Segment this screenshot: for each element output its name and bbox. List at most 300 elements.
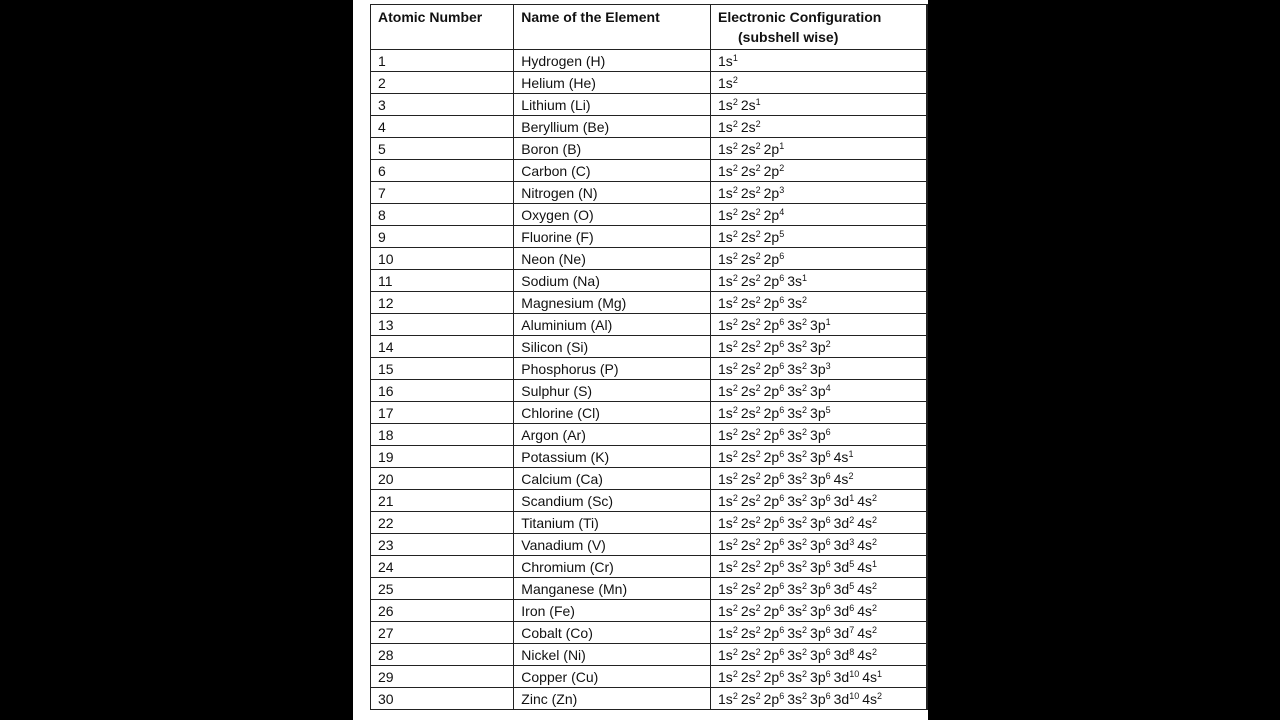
electron-count: 6: [779, 668, 785, 679]
subshell-term: [764, 625, 785, 641]
electron-count: 2: [755, 492, 761, 503]
subshell-label: 2s: [740, 316, 756, 333]
electron-count: 2: [755, 448, 761, 459]
electron-count: 3: [849, 536, 855, 547]
subshell-term: [764, 537, 785, 553]
subshell-term: [787, 405, 807, 421]
electron-count: 2: [732, 272, 738, 283]
electron-count: 1: [755, 96, 761, 107]
table-row: [371, 666, 928, 688]
table-row: [371, 622, 928, 644]
subshell-label: 2p: [763, 580, 780, 597]
electron-count: 10: [849, 690, 860, 701]
subshell-term: [741, 625, 761, 641]
electron-count: 1: [802, 272, 808, 283]
table-row: [371, 534, 928, 556]
subshell-term: [857, 537, 877, 553]
electron-count: 2: [802, 536, 808, 547]
subshell-label: 2p: [763, 272, 780, 289]
electron-count: 1: [877, 668, 883, 679]
subshell-term: [810, 603, 831, 619]
configuration-cell: [711, 644, 927, 666]
electron-count: 2: [849, 514, 855, 525]
atomic-number-cell: 11: [371, 270, 514, 292]
subshell-term: [764, 141, 785, 157]
electron-count: 6: [849, 602, 855, 613]
subshell-term: [741, 339, 761, 355]
electron-count: 2: [755, 118, 761, 129]
cut-off-cell: [926, 666, 927, 688]
element-name-cell: Sulphur (S): [514, 380, 711, 402]
electron-count: 6: [779, 492, 785, 503]
table-row: [371, 72, 928, 94]
subshell-term: [810, 515, 831, 531]
subshell-term: [764, 207, 785, 223]
subshell-term: [741, 427, 761, 443]
subshell-term: [787, 559, 807, 575]
element-name-cell: Oxygen (O): [514, 204, 711, 226]
subshell-term: [787, 581, 807, 597]
subshell-label: 3p: [810, 514, 826, 531]
subshell-term: [741, 229, 761, 245]
electron-count: 6: [779, 580, 785, 591]
electron-count: 6: [779, 316, 785, 327]
subshell-label: 2s: [740, 448, 756, 465]
subshell-label: 3p: [810, 382, 826, 399]
subshell-label: 2s: [740, 558, 756, 575]
subshell-term: [718, 273, 738, 289]
atomic-number-cell: 17: [371, 402, 514, 424]
subshell-label: 4s: [857, 646, 873, 663]
configuration-cell: [711, 622, 927, 644]
configuration-cell: [711, 490, 927, 512]
electron-count: 2: [802, 558, 808, 569]
cut-off-cell: [926, 292, 927, 314]
cut-off-cell: [926, 182, 927, 204]
subshell-label: 3s: [787, 602, 803, 619]
table-header-row: [371, 5, 928, 50]
electron-count: 6: [825, 536, 831, 547]
subshell-label: 4s: [833, 448, 849, 465]
electron-count: 6: [779, 360, 785, 371]
subshell-label: 2p: [763, 514, 780, 531]
subshell-term: [810, 405, 831, 421]
subshell-term: [764, 295, 785, 311]
electron-count: 2: [872, 580, 878, 591]
configuration-cell: [711, 94, 927, 116]
atomic-number-cell: 6: [371, 160, 514, 182]
electron-count: 5: [825, 404, 831, 415]
subshell-term: [810, 669, 831, 685]
table-row: [371, 446, 928, 468]
electron-count: 2: [848, 470, 854, 481]
subshell-label: 1s: [718, 404, 733, 421]
cut-off-cell: [926, 424, 927, 446]
subshell-term: [764, 229, 785, 245]
electron-count: 8: [849, 646, 855, 657]
subshell-term: [741, 581, 761, 597]
subshell-term: [718, 141, 738, 157]
subshell-label: 2s: [740, 338, 756, 355]
subshell-label: 3s: [787, 580, 803, 597]
subshell-label: 1s: [718, 492, 733, 509]
element-name-cell: Neon (Ne): [514, 248, 711, 270]
electron-count: 6: [779, 536, 785, 547]
electron-count: 2: [755, 272, 761, 283]
subshell-label: 2p: [763, 184, 780, 201]
atomic-number-cell: 1: [371, 50, 514, 72]
subshell-term: [764, 361, 785, 377]
electron-count: 2: [802, 690, 808, 701]
electron-count: 1: [849, 492, 855, 503]
subshell-label: 3s: [787, 668, 803, 685]
subshell-label: 2s: [740, 272, 756, 289]
electron-count: 2: [755, 602, 761, 613]
electron-count: 2: [732, 536, 738, 547]
subshell-term: [810, 361, 831, 377]
subshell-term: [810, 537, 831, 553]
element-name-cell: Fluorine (F): [514, 226, 711, 248]
subshell-term: [764, 185, 785, 201]
table-row: [371, 248, 928, 270]
subshell-label: 2s: [740, 602, 756, 619]
subshell-term: [834, 493, 855, 509]
atomic-number-cell: 21: [371, 490, 514, 512]
subshell-label: 1s: [718, 668, 733, 685]
subshell-term: [810, 471, 831, 487]
electron-count: 2: [802, 382, 808, 393]
subshell-label: 3s: [787, 492, 803, 509]
subshell-label: 2s: [740, 624, 756, 641]
electron-count: 2: [732, 250, 738, 261]
electron-count: 2: [755, 228, 761, 239]
element-name-cell: Magnesium (Mg): [514, 292, 711, 314]
subshell-term: [741, 207, 761, 223]
subshell-term: [764, 647, 785, 663]
atomic-number-cell: 26: [371, 600, 514, 622]
atomic-number-cell: 8: [371, 204, 514, 226]
electron-count: 2: [802, 668, 808, 679]
electron-count: 2: [732, 558, 738, 569]
subshell-term: [834, 581, 855, 597]
subshell-term: [857, 647, 877, 663]
subshell-term: [834, 669, 860, 685]
element-name-cell: Sodium (Na): [514, 270, 711, 292]
subshell-term: [718, 185, 738, 201]
electron-count: 6: [779, 470, 785, 481]
subshell-term: [857, 559, 877, 575]
subshell-term: [764, 251, 785, 267]
subshell-label: 3s: [787, 514, 803, 531]
subshell-label: 3s: [787, 536, 803, 553]
subshell-label: 1s: [718, 52, 733, 69]
element-name-cell: Chlorine (Cl): [514, 402, 711, 424]
subshell-term: [857, 625, 877, 641]
subshell-term: [787, 427, 807, 443]
cut-off-cell: [926, 688, 927, 710]
subshell-label: 2s: [740, 492, 756, 509]
cut-off-cell: [926, 160, 927, 182]
cut-off-cell: [926, 446, 927, 468]
header-config-line2: (subshell wise): [738, 29, 839, 45]
electron-count: 6: [825, 514, 831, 525]
atomic-number-cell: 28: [371, 644, 514, 666]
subshell-term: [718, 97, 738, 113]
subshell-label: 1s: [718, 184, 733, 201]
subshell-term: [787, 339, 807, 355]
electron-count: 6: [779, 294, 785, 305]
element-name-cell: Copper (Cu): [514, 666, 711, 688]
atomic-number-cell: 25: [371, 578, 514, 600]
electron-count: 2: [872, 646, 878, 657]
table-row: [371, 292, 928, 314]
atomic-number-cell: 15: [371, 358, 514, 380]
atomic-number-cell: 12: [371, 292, 514, 314]
electron-count: 6: [779, 426, 785, 437]
subshell-term: [764, 405, 785, 421]
configuration-cell: [711, 358, 927, 380]
subshell-term: [741, 383, 761, 399]
element-name-cell: Boron (B): [514, 138, 711, 160]
configuration-cell: [711, 380, 927, 402]
table-row: [371, 314, 928, 336]
atomic-number-cell: 27: [371, 622, 514, 644]
subshell-term: [741, 559, 761, 575]
atomic-number-cell: 22: [371, 512, 514, 534]
atomic-number-cell: 24: [371, 556, 514, 578]
subshell-label: 1s: [718, 558, 733, 575]
electron-count: 1: [848, 448, 854, 459]
electron-count: 2: [732, 404, 738, 415]
cut-off-cell: [926, 336, 927, 358]
electron-count: 5: [779, 228, 785, 239]
subshell-label: 3s: [787, 360, 803, 377]
electron-count: 1: [732, 52, 738, 63]
subshell-term: [787, 449, 807, 465]
subshell-term: [741, 295, 761, 311]
subshell-term: [718, 537, 738, 553]
subshell-label: 2p: [763, 360, 780, 377]
subshell-term: [741, 251, 761, 267]
subshell-term: [718, 53, 738, 69]
subshell-term: [741, 163, 761, 179]
subshell-label: 2s: [740, 580, 756, 597]
subshell-term: [741, 273, 761, 289]
subshell-term: [718, 75, 738, 91]
electron-count: 2: [802, 426, 808, 437]
subshell-label: 3d: [833, 646, 850, 663]
table-row: [371, 578, 928, 600]
subshell-term: [741, 603, 761, 619]
subshell-term: [741, 449, 761, 465]
cut-off-cell: [926, 622, 927, 644]
subshell-term: [787, 273, 807, 289]
configuration-cell: [711, 116, 927, 138]
element-name-cell: Aluminium (Al): [514, 314, 711, 336]
electron-count: 2: [802, 360, 808, 371]
electron-count: 2: [732, 470, 738, 481]
subshell-term: [741, 97, 761, 113]
subshell-label: 3p: [810, 338, 826, 355]
electron-count: 2: [802, 470, 808, 481]
atomic-number-cell: 18: [371, 424, 514, 446]
subshell-term: [787, 603, 807, 619]
table-row: [371, 402, 928, 424]
subshell-label: 2p: [763, 492, 780, 509]
cut-off-cell: [926, 512, 927, 534]
electron-count: 3: [825, 360, 831, 371]
subshell-label: 3d: [833, 492, 850, 509]
atomic-number-cell: 13: [371, 314, 514, 336]
subshell-label: 3s: [787, 382, 803, 399]
subshell-label: 4s: [862, 690, 878, 707]
subshell-label: 4s: [857, 492, 873, 509]
subshell-label: 2s: [740, 140, 756, 157]
subshell-term: [787, 625, 807, 641]
cut-off-cell: [926, 578, 927, 600]
subshell-term: [718, 119, 738, 135]
subshell-label: 3d: [833, 536, 850, 553]
electron-count: 2: [755, 162, 761, 173]
table-row: [371, 468, 928, 490]
subshell-label: 3s: [787, 646, 803, 663]
electron-count: 2: [732, 448, 738, 459]
subshell-label: 4s: [857, 624, 873, 641]
electron-count: 2: [755, 338, 761, 349]
subshell-label: 2p: [763, 624, 780, 641]
configuration-cell: [711, 688, 927, 710]
electron-count: 6: [779, 602, 785, 613]
subshell-term: [741, 647, 761, 663]
subshell-label: 2p: [763, 426, 780, 443]
element-name-cell: Zinc (Zn): [514, 688, 711, 710]
subshell-term: [834, 603, 855, 619]
header-electronic-configuration: [711, 5, 927, 50]
subshell-label: 2p: [763, 448, 780, 465]
subshell-term: [718, 581, 738, 597]
subshell-term: [764, 163, 785, 179]
subshell-label: 2s: [740, 668, 756, 685]
subshell-label: 3p: [810, 646, 826, 663]
electron-count: 2: [732, 206, 738, 217]
header-cut-off-column: [926, 5, 927, 50]
subshell-label: 1s: [718, 228, 733, 245]
subshell-label: 3s: [787, 426, 803, 443]
configuration-cell: [711, 402, 927, 424]
electron-count: 2: [825, 338, 831, 349]
subshell-label: 2s: [740, 690, 756, 707]
subshell-label: 2s: [740, 294, 756, 311]
electron-count: 1: [825, 316, 831, 327]
subshell-label: 3d: [833, 690, 850, 707]
cut-off-cell: [926, 50, 927, 72]
electron-count: 2: [732, 382, 738, 393]
subshell-term: [857, 493, 877, 509]
subshell-label: 4s: [857, 580, 873, 597]
subshell-label: 1s: [718, 74, 733, 91]
electron-count: 2: [732, 140, 738, 151]
table-row: [371, 226, 928, 248]
subshell-term: [787, 647, 807, 663]
element-name-cell: Calcium (Ca): [514, 468, 711, 490]
subshell-label: 2s: [740, 162, 756, 179]
cut-off-cell: [926, 270, 927, 292]
subshell-label: 1s: [718, 536, 733, 553]
electron-count: 2: [755, 514, 761, 525]
subshell-label: 3d: [833, 624, 850, 641]
subshell-term: [764, 427, 785, 443]
subshell-term: [718, 515, 738, 531]
subshell-term: [787, 361, 807, 377]
element-name-cell: Phosphorus (P): [514, 358, 711, 380]
table-row: [371, 424, 928, 446]
table-row: [371, 204, 928, 226]
subshell-term: [741, 537, 761, 553]
subshell-label: 1s: [718, 448, 733, 465]
subshell-term: [787, 493, 807, 509]
electron-count: 2: [732, 316, 738, 327]
table-row: [371, 182, 928, 204]
subshell-label: 3p: [810, 492, 826, 509]
configuration-cell: [711, 72, 927, 94]
electron-count: 2: [802, 294, 808, 305]
electron-count: 2: [732, 338, 738, 349]
subshell-label: 1s: [718, 338, 733, 355]
subshell-term: [810, 339, 831, 355]
table-row: [371, 336, 928, 358]
electron-count: 2: [732, 602, 738, 613]
subshell-label: 4s: [857, 514, 873, 531]
subshell-label: 2s: [740, 514, 756, 531]
subshell-label: 4s: [862, 668, 878, 685]
electron-count: 2: [802, 602, 808, 613]
cut-off-cell: [926, 116, 927, 138]
subshell-label: 1s: [718, 162, 733, 179]
electron-count: 2: [755, 140, 761, 151]
electron-count: 2: [732, 646, 738, 657]
subshell-label: 1s: [718, 646, 733, 663]
subshell-term: [810, 559, 831, 575]
electron-count: 2: [755, 646, 761, 657]
subshell-term: [764, 273, 785, 289]
element-name-cell: Argon (Ar): [514, 424, 711, 446]
table-row: [371, 380, 928, 402]
electron-count: 2: [755, 536, 761, 547]
cut-off-cell: [926, 490, 927, 512]
cut-off-cell: [926, 204, 927, 226]
subshell-label: 2s: [740, 228, 756, 245]
subshell-label: 2p: [763, 558, 780, 575]
subshell-term: [764, 669, 785, 685]
configuration-cell: [711, 292, 927, 314]
subshell-label: 2p: [763, 668, 780, 685]
subshell-term: [718, 207, 738, 223]
subshell-term: [718, 383, 738, 399]
subshell-term: [718, 669, 738, 685]
electron-count: 2: [755, 690, 761, 701]
subshell-label: 3p: [810, 690, 826, 707]
subshell-term: [741, 669, 761, 685]
subshell-term: [764, 691, 785, 707]
electron-count: 2: [755, 316, 761, 327]
electron-count: 2: [872, 624, 878, 635]
subshell-term: [764, 471, 785, 487]
element-name-cell: Helium (He): [514, 72, 711, 94]
cut-off-cell: [926, 534, 927, 556]
atomic-number-cell: 29: [371, 666, 514, 688]
configuration-cell: [711, 50, 927, 72]
configuration-cell: [711, 666, 927, 688]
